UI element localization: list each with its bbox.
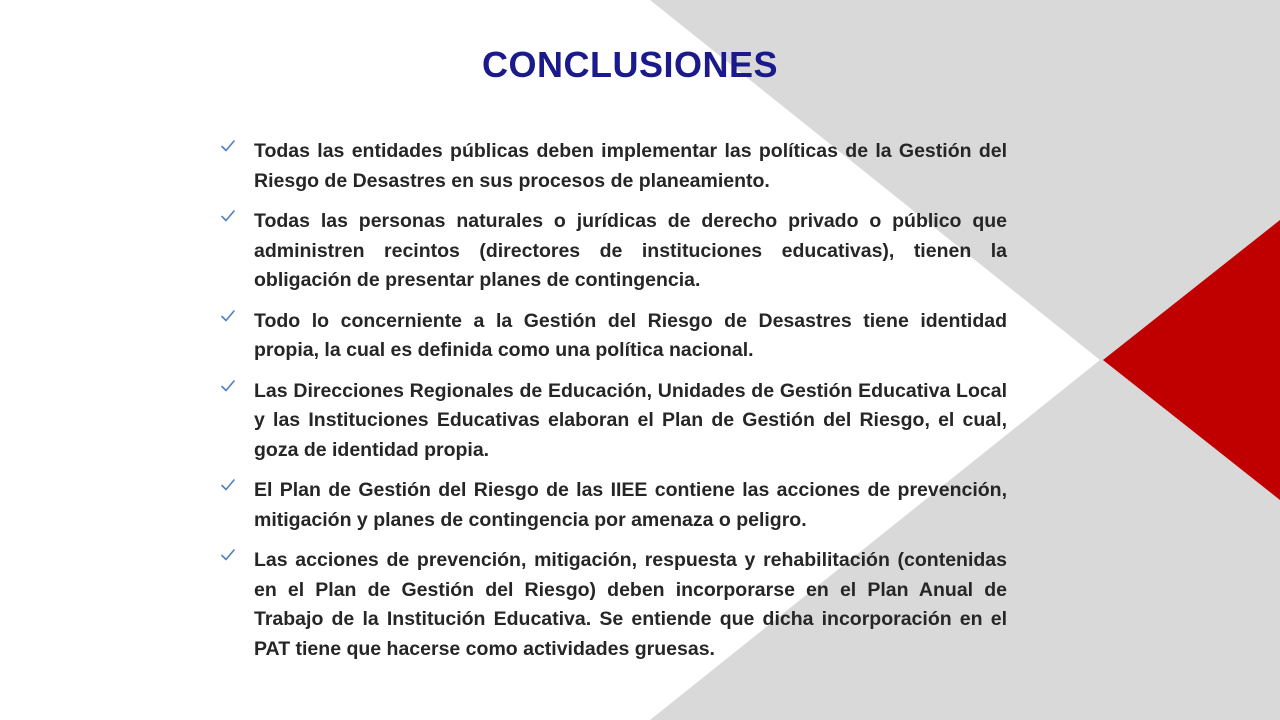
list-item: [218, 476, 1007, 535]
checkmark-icon: [220, 477, 236, 493]
bullet-text: Todas las entidades públicas deben implementar las políticas de la Gestión del Riesgo de Desastres en sus procesos de planeamiento.: [254, 140, 1007, 192]
list-item: [218, 377, 1007, 466]
bullet-text: Todas las personas naturales o jurídicas de derecho privado o público que administren recintos (directores de instituciones educativas), tienen la obligación de presentar planes de contingencia.: [254, 210, 1007, 291]
list-item: [218, 546, 1007, 664]
checkmark-icon: [220, 378, 236, 394]
checkmark-icon: [220, 547, 236, 563]
bullet-text: El Plan de Gestión del Riesgo de las IIEE contiene las acciones de prevención, mitigación y planes de contingencia por amenaza o peligro.: [254, 479, 1007, 531]
bullet-text: Todo lo concerniente a la Gestión del Riesgo de Desastres tiene identidad propia, la cual es definida como una política nacional.: [254, 309, 1007, 361]
list-item: [218, 137, 1007, 196]
conclusions-list: [218, 137, 1007, 675]
bullet-text: Las Direcciones Regionales de Educación, Unidades de Gestión Educativa Local y las Instituciones Educativas elaboran el Plan de Gestión del Riesgo, el cual, goza de identidad propia.: [254, 379, 1007, 461]
slide-title: CONCLUSIONES: [481, 44, 779, 85]
checkmark-icon: [220, 308, 236, 324]
checkmark-icon: [220, 208, 236, 224]
checkmark-icon: [220, 138, 236, 154]
bullet-text: Las acciones de prevención, mitigación, respuesta y rehabilitación (contenidas en el Plan de Gestión del Riesgo) deben incorporarse en el Plan Anual de Trabajo de la Institución Educativa. Se entiende que dicha incorporación en el PAT tiene que hacerse como actividades gruesas.: [254, 549, 1007, 660]
list-item: [218, 207, 1007, 296]
list-item: [218, 307, 1007, 366]
